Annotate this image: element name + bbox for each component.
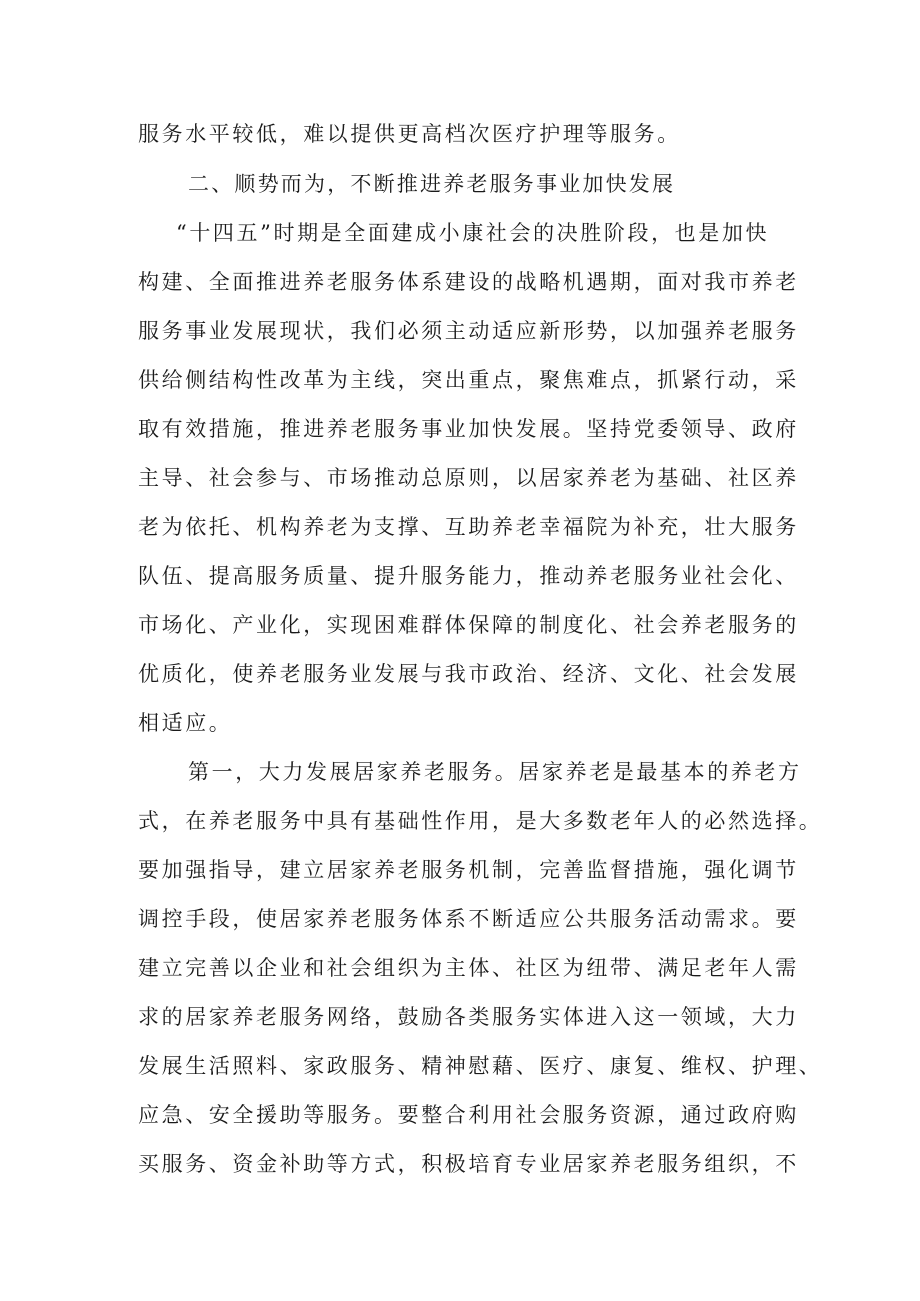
- paragraph-line: “十四五”时期是全面建成小康社会的决胜阶段，也是加快: [176, 221, 770, 245]
- paragraph-line: 主导、社会参与、市场推动总原则，以居家养老为基础、社区养: [138, 466, 799, 490]
- paragraph-line: 构建、全面推进养老服务体系建设的战略机遇期，面对我市养老: [138, 270, 799, 294]
- paragraph-line: 老为依托、机构养老为支撑、互助养老幸福院为补充，壮大服务: [138, 515, 799, 539]
- paragraph-line: 队伍、提高服务质量、提升服务能力，推动养老服务业社会化、: [138, 564, 799, 588]
- paragraph-line: 第一，大力发展居家养老服务。居家养老是最基本的养老方: [188, 760, 802, 784]
- paragraph-line: 市场化、产业化，实现困难群体保障的制度化、社会养老服务的: [138, 613, 799, 637]
- paragraph-line: 服务事业发展现状，我们必须主动适应新形势，以加强养老服务: [138, 319, 799, 343]
- paragraph-line: 相适应。: [138, 711, 233, 735]
- text-line-continuation: 服务水平较低，难以提供更高档次医疗护理等服务。: [138, 122, 681, 146]
- section-heading: 二、顺势而为，不断推进养老服务事业加快发展: [188, 172, 676, 196]
- paragraph-line: 发展生活照料、家政服务、精神慰藉、医疗、康复、维权、护理、: [138, 1054, 823, 1078]
- paragraph-line: 式，在养老服务中具有基础性作用，是大多数老年人的必然选择。: [138, 809, 823, 833]
- paragraph-line: 取有效措施，推进养老服务事业加快发展。坚持党委领导、政府: [138, 417, 799, 441]
- paragraph-line: 买服务、资金补助等方式，积极培育专业居家养老服务组织，不: [138, 1152, 799, 1176]
- paragraph-line: 优质化，使养老服务业发展与我市政治、经济、文化、社会发展: [138, 662, 799, 686]
- paragraph-line: 供给侧结构性改革为主线，突出重点，聚焦难点，抓紧行动，采: [138, 368, 799, 392]
- paragraph-line: 应急、安全援助等服务。要整合利用社会服务资源，通过政府购: [138, 1103, 799, 1127]
- paragraph-line: 求的居家养老服务网络，鼓励各类服务实体进入这一领域，大力: [138, 1005, 799, 1029]
- paragraph-line: 建立完善以企业和社会组织为主体、社区为纽带、满足老年人需: [138, 956, 799, 980]
- paragraph-line: 调控手段，使居家养老服务体系不断适应公共服务活动需求。要: [138, 907, 799, 931]
- paragraph-line: 要加强指导，建立居家养老服务机制，完善监督措施，强化调节: [138, 858, 799, 882]
